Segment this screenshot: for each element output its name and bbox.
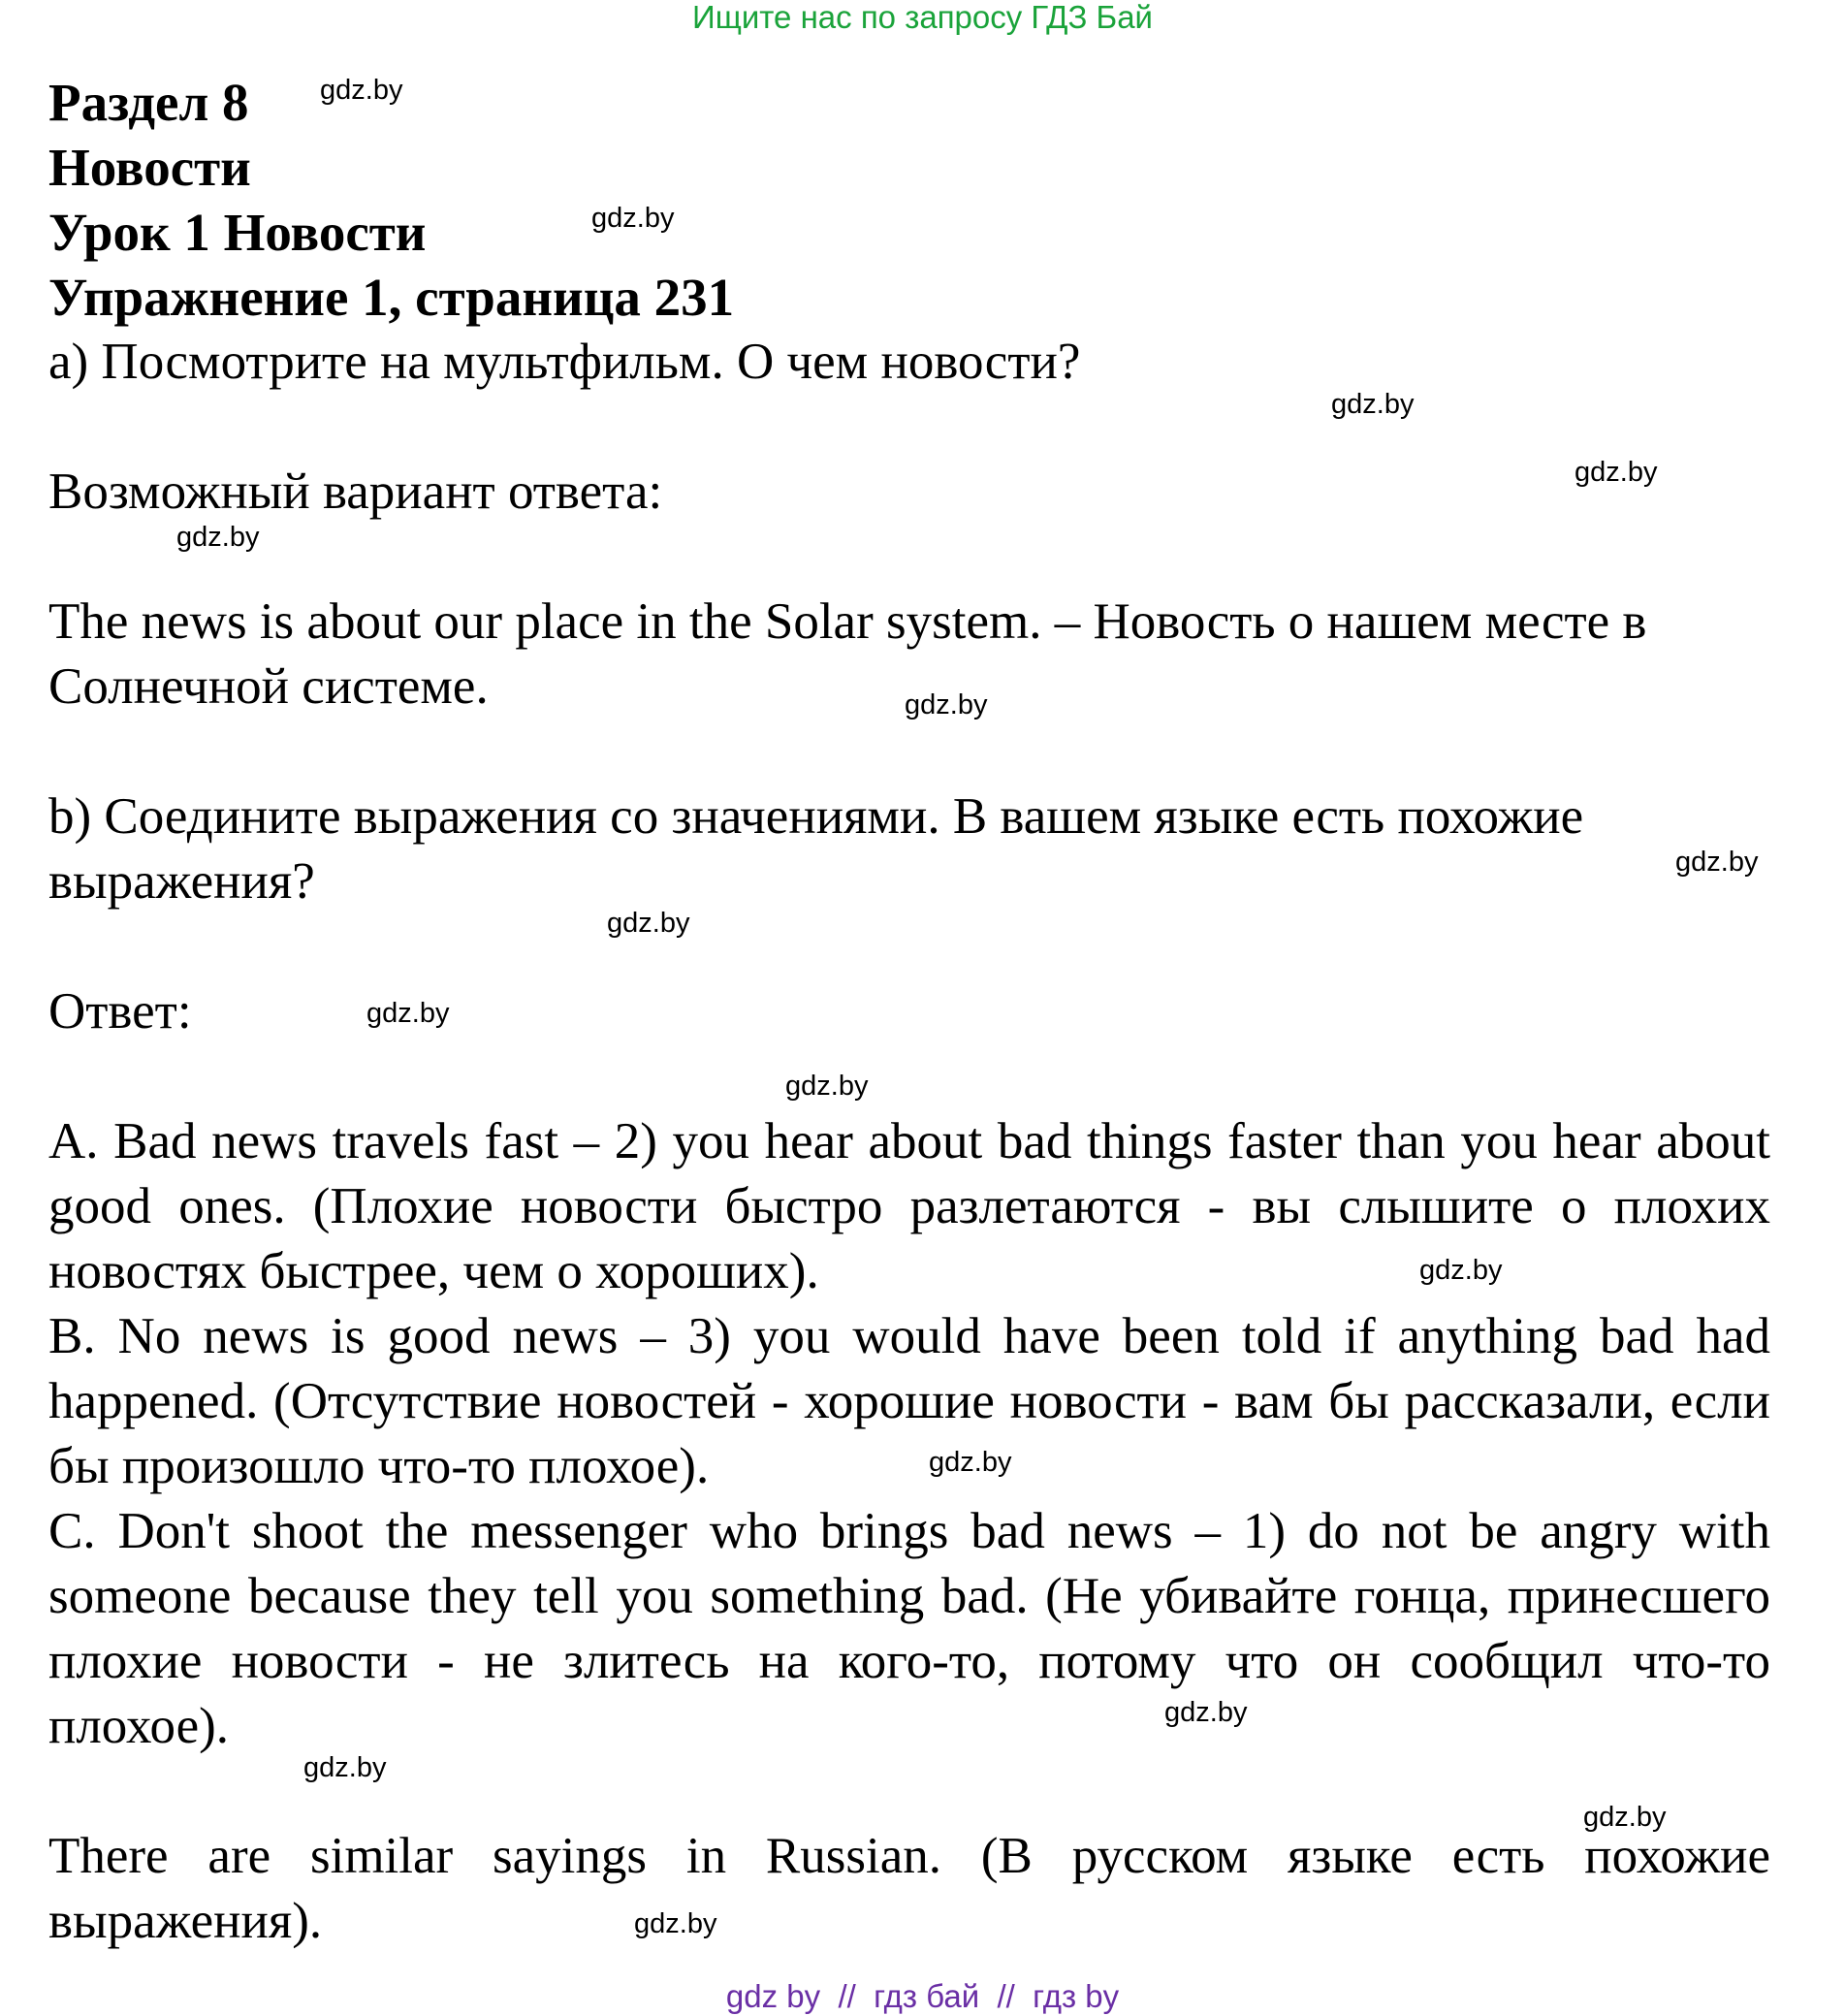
watermark: gdz.by <box>607 908 690 939</box>
watermark: gdz.by <box>176 522 260 553</box>
watermark: gdz.by <box>366 998 450 1029</box>
answer-a: The news is about our place in the Solar system. – Новость о нашем месте в Солнечной системе. <box>48 593 1647 715</box>
section-title: Раздел 8 <box>48 73 249 132</box>
footer-links: gdz by // гдз бай // гдз by <box>725 1978 1120 2014</box>
lesson-title: Урок 1 Новости <box>48 203 427 262</box>
watermark: gdz.by <box>320 75 403 106</box>
answer-item-c: C. Don't shoot the messenger who brings bad news – 1) do not be angry with someone because they tell you something bad. (Не убивайте гонца, принесшего плохие новости - не злитесь на кого-то, потому что он сообщил что-то плохое). <box>48 1503 1770 1754</box>
watermark: gdz.by <box>303 1752 387 1783</box>
task-b: b) Соедините выражения со значениями. В вашем языке есть похожие выражения? <box>48 788 1584 910</box>
watermark: gdz.by <box>591 203 675 234</box>
watermark: gdz.by <box>1419 1255 1503 1286</box>
answer-item-a: A. Bad news travels fast – 2) you hear about bad things faster than you hear about good ones. (Плохие новости быстро разлетаются - вы слышите о плохих новостях быстрее, чем о хороших). <box>48 1113 1770 1299</box>
watermark: gdz.by <box>1675 847 1759 878</box>
watermark: gdz.by <box>1575 457 1658 488</box>
watermark: gdz.by <box>1331 389 1415 420</box>
watermark: gdz.by <box>634 1908 717 1939</box>
watermark: gdz.by <box>905 689 988 720</box>
watermark: gdz.by <box>785 1071 869 1102</box>
possible-answer-label: Возможный вариант ответа: <box>48 464 663 520</box>
top-banner: Ищите нас по запросу ГДЗ Бай <box>692 0 1153 35</box>
exercise-title: Упражнение 1, страница 231 <box>48 268 735 327</box>
answer-label: Ответ: <box>48 983 192 1040</box>
task-a: a) Посмотрите на мультфильм. О чем новости? <box>48 334 1081 390</box>
conclusion: There are similar sayings in Russian. (В русском языке есть похожие выражения). <box>48 1828 1770 1949</box>
watermark: gdz.by <box>1164 1697 1248 1728</box>
section-name: Новости <box>48 138 251 197</box>
answer-item-b: B. No news is good news – 3) you would have been told if anything bad had happened. (Отсутствие новостей - хорошие новости - вам бы рассказали, если бы произошло что-то плохое). <box>48 1308 1770 1494</box>
watermark: gdz.by <box>1583 1802 1667 1833</box>
watermark: gdz.by <box>929 1447 1012 1478</box>
